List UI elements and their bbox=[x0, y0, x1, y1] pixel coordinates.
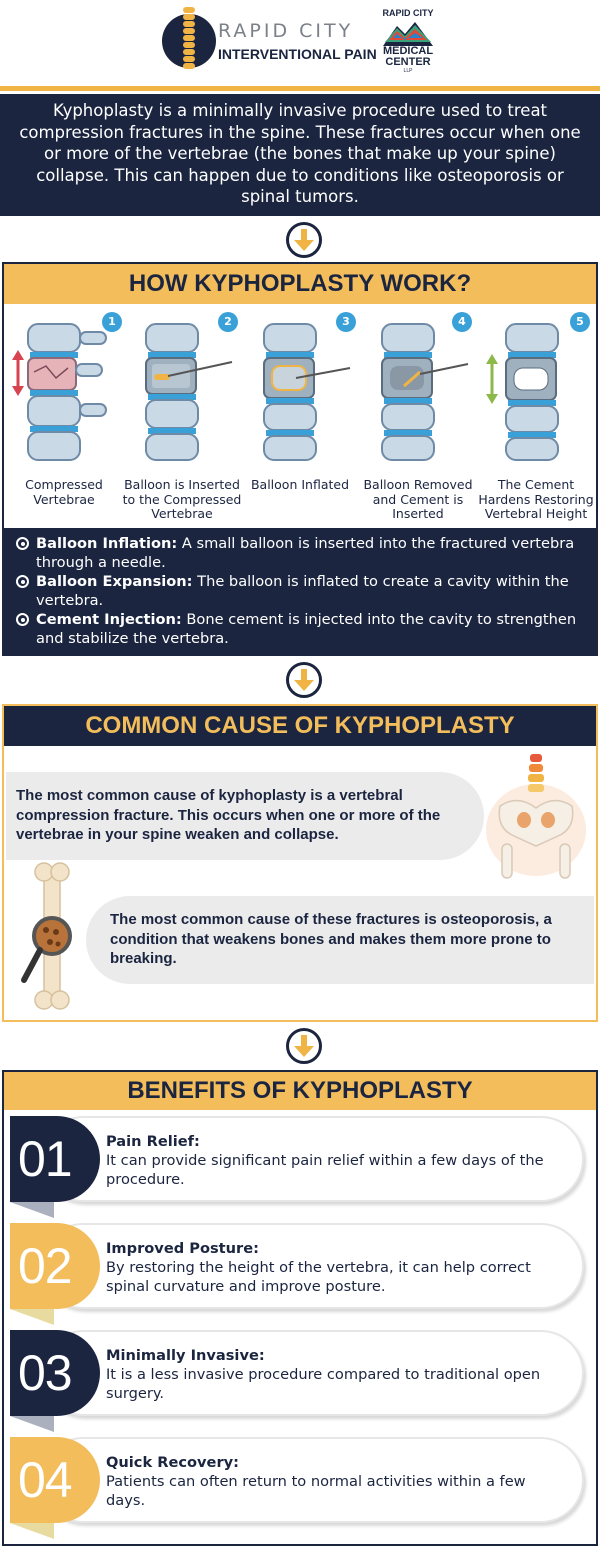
benefit-text bbox=[106, 1132, 566, 1189]
benefit-text bbox=[106, 1239, 566, 1296]
ribbon-fold bbox=[10, 1309, 54, 1325]
mountain-logo-icon bbox=[383, 20, 433, 46]
rapid-city-interventional-pain-logo[interactable] bbox=[162, 4, 377, 80]
benefit-text bbox=[106, 1453, 566, 1510]
partner-line3: CENTER bbox=[385, 56, 431, 68]
brand-name: RAPID CITY bbox=[218, 20, 354, 42]
step-number-badge: 4 bbox=[452, 312, 472, 332]
section-title: COMMON CAUSE OF KYPHOPLASTY bbox=[4, 706, 596, 746]
step-1 bbox=[6, 306, 122, 526]
compressed-vertebra-icon bbox=[10, 314, 120, 474]
benefit-title: Minimally Invasive: bbox=[106, 1347, 265, 1364]
benefit-item-3 bbox=[10, 1330, 584, 1418]
benefit-description: Patients can often return to normal activities within a few days. bbox=[106, 1473, 526, 1509]
partner-line1: RAPID CITY bbox=[382, 8, 434, 18]
benefit-number-block bbox=[10, 1330, 100, 1416]
section-title: BENEFITS OF KYPHOPLASTY bbox=[4, 1072, 596, 1110]
step-number-badge: 2 bbox=[218, 312, 238, 332]
cause-paragraph-1: The most common cause of kyphoplasty is a vertebral compression fracture. This occurs when one or more of the vertebrae in your spine weaken and collapse. bbox=[6, 772, 484, 860]
step-label: Balloon is Inserted to the Compressed Vertebrae bbox=[122, 477, 242, 521]
benefit-number: 02 bbox=[18, 1238, 72, 1294]
benefit-title: Improved Posture: bbox=[106, 1240, 259, 1257]
step-label: Balloon Inflated bbox=[250, 477, 350, 492]
step-5 bbox=[478, 306, 594, 526]
step-number-badge: 1 bbox=[102, 312, 122, 332]
benefit-number-block bbox=[10, 1223, 100, 1309]
benefit-number: 01 bbox=[18, 1131, 72, 1187]
partner-line4: LLP bbox=[403, 68, 413, 74]
cause-paragraph-2: The most common cause of these fractures is osteoporosis, a condition that weakens bones and makes them more prone to breaking. bbox=[86, 896, 594, 984]
brand-subtitle: INTERVENTIONAL PAIN bbox=[218, 46, 377, 62]
benefits-section bbox=[2, 1070, 598, 1546]
ribbon-fold bbox=[10, 1523, 54, 1539]
benefit-text bbox=[106, 1346, 566, 1403]
list-item-title: Balloon Expansion: bbox=[36, 573, 193, 590]
list-item bbox=[16, 572, 586, 610]
balloon-inserted-icon bbox=[128, 314, 238, 474]
step-label: The Cement Hardens Restoring Vertebral Height bbox=[478, 477, 594, 521]
rapid-city-medical-center-logo[interactable] bbox=[376, 8, 440, 80]
benefit-item-2 bbox=[10, 1223, 584, 1311]
intro-paragraph: Kyphoplasty is a minimally invasive procedure used to treat compression fractures in the spine. These fractures occur when one or more of the vertebrae (the bones that make up your spine) collapse. This can happen due to conditions like osteoporosis or spinal tumors. bbox=[0, 94, 600, 216]
benefit-number: 03 bbox=[18, 1345, 72, 1401]
list-item bbox=[16, 534, 586, 572]
benefit-item-4 bbox=[10, 1437, 584, 1525]
restored-vertebra-icon bbox=[482, 314, 592, 474]
benefit-title: Pain Relief: bbox=[106, 1133, 200, 1150]
benefit-number: 04 bbox=[18, 1452, 72, 1508]
step-label: Balloon Removed and Cement is Inserted bbox=[363, 477, 473, 521]
step-4 bbox=[360, 306, 476, 526]
benefit-description: It can provide significant pain relief within a few days of the procedure. bbox=[106, 1152, 544, 1188]
down-arrow-icon bbox=[286, 662, 322, 698]
list-item-title: Cement Injection: bbox=[36, 611, 182, 628]
benefit-title: Quick Recovery: bbox=[106, 1454, 240, 1471]
partner-line2: MEDICAL bbox=[382, 45, 434, 57]
step-number-badge: 5 bbox=[570, 312, 590, 332]
steps-row bbox=[4, 306, 596, 526]
radio-bullet-icon bbox=[16, 575, 29, 588]
list-item-text: Bone cement is injected into the cavity to strengthen and stabilize the vertebra. bbox=[36, 611, 577, 647]
list-item bbox=[16, 610, 586, 648]
down-arrow-icon bbox=[286, 222, 322, 258]
list-item-text: The balloon is inflated to create a cavity within the vertebra. bbox=[36, 573, 569, 609]
step-3 bbox=[242, 306, 358, 526]
down-arrow-icon bbox=[286, 1028, 322, 1064]
radio-bullet-icon bbox=[16, 537, 29, 550]
benefit-number-block bbox=[10, 1116, 100, 1202]
step-label: Compressed Vertebrae bbox=[25, 477, 103, 507]
ribbon-fold bbox=[10, 1202, 54, 1218]
list-item-title: Balloon Inflation: bbox=[36, 535, 178, 552]
radio-bullet-icon bbox=[16, 613, 29, 626]
spine-logo-icon bbox=[182, 6, 196, 80]
section-title: HOW KYPHOPLASTY WORK? bbox=[4, 264, 596, 304]
benefit-item-1 bbox=[10, 1116, 584, 1204]
header bbox=[0, 0, 600, 86]
balloon-inflated-icon bbox=[246, 314, 356, 474]
ribbon-fold bbox=[10, 1416, 54, 1432]
benefit-description: It is a less invasive procedure compared to traditional open surgery. bbox=[106, 1366, 541, 1402]
list-item-text: A small balloon is inserted into the fractured vertebra through a needle. bbox=[36, 535, 575, 571]
bone-magnifier-icon bbox=[18, 862, 88, 1012]
header-divider bbox=[0, 86, 600, 91]
cement-inserted-icon bbox=[364, 314, 474, 474]
how-kyphoplasty-works-section bbox=[2, 262, 598, 656]
how-it-works-list bbox=[4, 528, 596, 654]
step-number-badge: 3 bbox=[336, 312, 356, 332]
benefit-description: By restoring the height of the vertebra, it can help correct spinal curvature and improve posture. bbox=[106, 1259, 531, 1295]
pelvis-illustration-icon bbox=[478, 750, 594, 880]
common-cause-section bbox=[2, 704, 598, 1022]
step-2 bbox=[124, 306, 240, 526]
benefit-number-block bbox=[10, 1437, 100, 1523]
